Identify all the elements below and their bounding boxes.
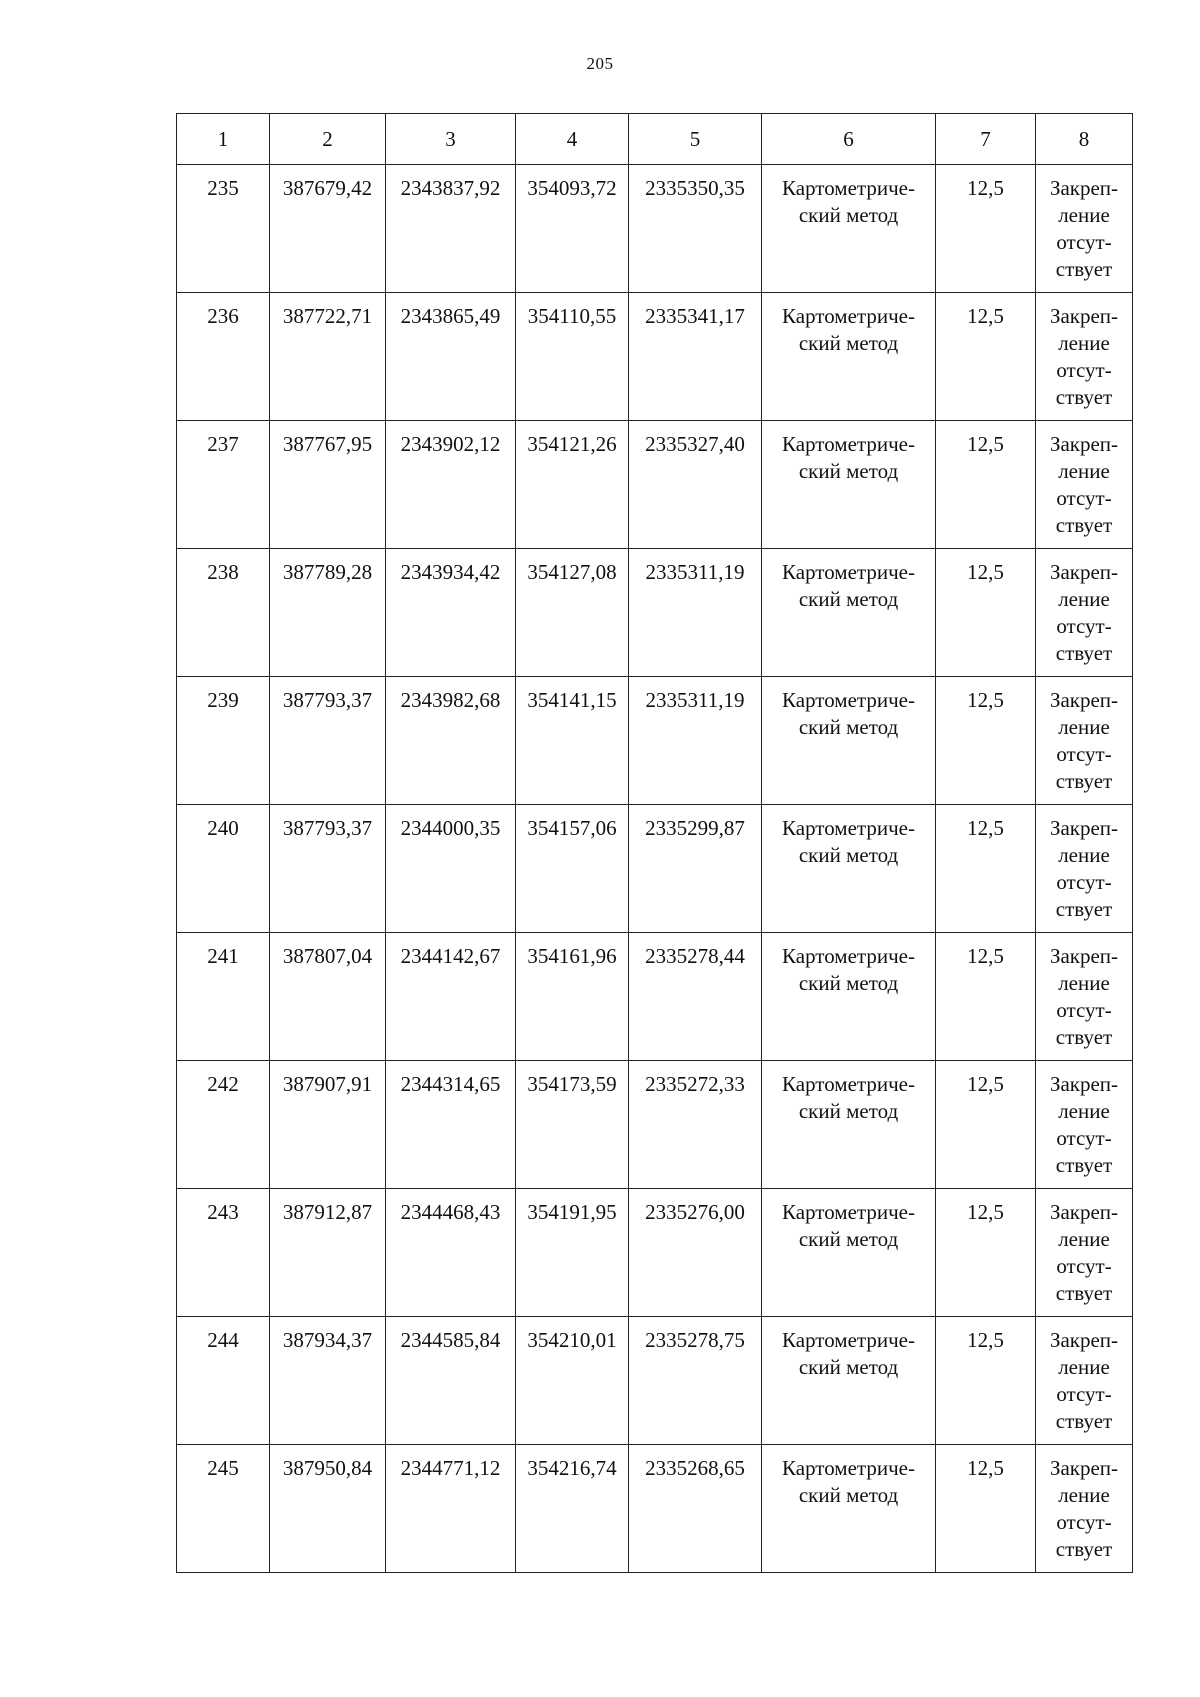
table-cell-col-8 bbox=[1036, 421, 1133, 549]
table-cell-col-5: 2335276,00 bbox=[629, 1189, 762, 1317]
table-cell-col-6 bbox=[762, 549, 936, 677]
table-cell-col-7: 12,5 bbox=[936, 549, 1036, 677]
table-cell-col-1: 235 bbox=[177, 165, 270, 293]
table-row bbox=[177, 1189, 1133, 1317]
table-cell-col-3: 2343934,42 bbox=[386, 549, 516, 677]
table-cell-col-4: 354110,55 bbox=[516, 293, 629, 421]
cell-text-line: ский метод bbox=[798, 587, 899, 611]
table-cell-col-6 bbox=[762, 293, 936, 421]
table-cell-col-3: 2344142,67 bbox=[386, 933, 516, 1061]
table-cell-col-1: 236 bbox=[177, 293, 270, 421]
cell-text-line: Закреп- bbox=[1049, 1072, 1119, 1096]
table-cell-col-8 bbox=[1036, 677, 1133, 805]
table-row bbox=[177, 1445, 1133, 1573]
header-cell-1: 1 bbox=[177, 114, 270, 165]
table-header bbox=[177, 114, 1133, 165]
table-row bbox=[177, 1317, 1133, 1445]
cell-text-line: Картометриче- bbox=[782, 1328, 915, 1352]
table-cell-col-3: 2344468,43 bbox=[386, 1189, 516, 1317]
table-cell-col-3: 2343837,92 bbox=[386, 165, 516, 293]
cell-text-line: ский метод bbox=[798, 203, 899, 227]
cell-text-line: ствует bbox=[1055, 1281, 1113, 1305]
table-cell-col-2: 387789,28 bbox=[270, 549, 386, 677]
table-cell-col-2: 387807,04 bbox=[270, 933, 386, 1061]
table-cell-col-1: 238 bbox=[177, 549, 270, 677]
cell-text-line: Закреп- bbox=[1049, 176, 1119, 200]
table-row bbox=[177, 549, 1133, 677]
table-cell-col-2: 387679,42 bbox=[270, 165, 386, 293]
cell-text-line: ление bbox=[1058, 1099, 1110, 1123]
cell-text-line: Закреп- bbox=[1049, 560, 1119, 584]
coordinates-table bbox=[176, 113, 1133, 1573]
cell-text-line: ствует bbox=[1055, 385, 1113, 409]
table-cell-col-7: 12,5 bbox=[936, 165, 1036, 293]
cell-text-line: Закреп- bbox=[1049, 1328, 1119, 1352]
table-cell-col-5: 2335311,19 bbox=[629, 677, 762, 805]
header-cell-5: 5 bbox=[629, 114, 762, 165]
table-cell-col-8 bbox=[1036, 549, 1133, 677]
table-cell-col-2: 387793,37 bbox=[270, 805, 386, 933]
table-cell-col-4: 354121,26 bbox=[516, 421, 629, 549]
table-cell-col-8 bbox=[1036, 165, 1133, 293]
cell-text-line: ление bbox=[1058, 203, 1110, 227]
table-cell-col-5: 2335268,65 bbox=[629, 1445, 762, 1573]
cell-text-line: ление bbox=[1058, 971, 1110, 995]
cell-text-line: Закреп- bbox=[1049, 1200, 1119, 1224]
cell-text-line: отсут- bbox=[1056, 742, 1112, 766]
header-cell-3: 3 bbox=[386, 114, 516, 165]
table-cell-col-4: 354127,08 bbox=[516, 549, 629, 677]
table-cell-col-8 bbox=[1036, 1189, 1133, 1317]
cell-text-line: Закреп- bbox=[1049, 944, 1119, 968]
header-cell-2: 2 bbox=[270, 114, 386, 165]
cell-text-line: ствует bbox=[1055, 1025, 1113, 1049]
cell-text-line: Картометриче- bbox=[782, 1200, 915, 1224]
table-row bbox=[177, 933, 1133, 1061]
cell-text-line: отсут- bbox=[1056, 358, 1112, 382]
cell-text-line: отсут- bbox=[1056, 614, 1112, 638]
table-row bbox=[177, 165, 1133, 293]
table-cell-col-7: 12,5 bbox=[936, 677, 1036, 805]
cell-text-line: Закреп- bbox=[1049, 688, 1119, 712]
cell-text-line: Закреп- bbox=[1049, 816, 1119, 840]
cell-text-line: ствует bbox=[1055, 897, 1113, 921]
cell-text-line: ление bbox=[1058, 843, 1110, 867]
table-cell-col-3: 2344771,12 bbox=[386, 1445, 516, 1573]
cell-text-line: ление bbox=[1058, 587, 1110, 611]
table-body bbox=[177, 165, 1133, 1573]
cell-text-line: отсут- bbox=[1056, 486, 1112, 510]
table-cell-col-1: 245 bbox=[177, 1445, 270, 1573]
cell-text-line: ление bbox=[1058, 459, 1110, 483]
cell-text-line: ский метод bbox=[798, 1483, 899, 1507]
cell-text-line: Закреп- bbox=[1049, 304, 1119, 328]
table-cell-col-6 bbox=[762, 933, 936, 1061]
cell-text-line: Картометриче- bbox=[782, 1072, 915, 1096]
table-cell-col-4: 354191,95 bbox=[516, 1189, 629, 1317]
table-cell-col-4: 354173,59 bbox=[516, 1061, 629, 1189]
table-cell-col-5: 2335278,44 bbox=[629, 933, 762, 1061]
table-cell-col-8 bbox=[1036, 805, 1133, 933]
cell-text-line: отсут- bbox=[1056, 1382, 1112, 1406]
table-cell-col-5: 2335341,17 bbox=[629, 293, 762, 421]
table-cell-col-6 bbox=[762, 1445, 936, 1573]
cell-text-line: ствует bbox=[1055, 1409, 1113, 1433]
cell-text-line: ский метод bbox=[798, 843, 899, 867]
table-cell-col-2: 387934,37 bbox=[270, 1317, 386, 1445]
cell-text-line: отсут- bbox=[1056, 998, 1112, 1022]
table-cell-col-7: 12,5 bbox=[936, 805, 1036, 933]
table-cell-col-6 bbox=[762, 1317, 936, 1445]
table-cell-col-2: 387722,71 bbox=[270, 293, 386, 421]
cell-text-line: отсут- bbox=[1056, 1510, 1112, 1534]
table-cell-col-6 bbox=[762, 1061, 936, 1189]
table-cell-col-1: 237 bbox=[177, 421, 270, 549]
table-cell-col-2: 387950,84 bbox=[270, 1445, 386, 1573]
table-cell-col-7: 12,5 bbox=[936, 1061, 1036, 1189]
cell-text-line: Картометриче- bbox=[782, 816, 915, 840]
cell-text-line: Картометриче- bbox=[782, 176, 915, 200]
cell-text-line: ский метод bbox=[798, 971, 899, 995]
cell-text-line: Картометриче- bbox=[782, 304, 915, 328]
cell-text-line: ский метод bbox=[798, 715, 899, 739]
table-cell-col-3: 2344000,35 bbox=[386, 805, 516, 933]
table-cell-col-8 bbox=[1036, 293, 1133, 421]
table-cell-col-5: 2335278,75 bbox=[629, 1317, 762, 1445]
table-cell-col-4: 354093,72 bbox=[516, 165, 629, 293]
table-row bbox=[177, 1061, 1133, 1189]
table-cell-col-1: 242 bbox=[177, 1061, 270, 1189]
table-cell-col-7: 12,5 bbox=[936, 1445, 1036, 1573]
table-cell-col-1: 241 bbox=[177, 933, 270, 1061]
table-cell-col-3: 2344585,84 bbox=[386, 1317, 516, 1445]
table-cell-col-7: 12,5 bbox=[936, 933, 1036, 1061]
cell-text-line: ствует bbox=[1055, 513, 1113, 537]
cell-text-line: Закреп- bbox=[1049, 432, 1119, 456]
table-cell-col-3: 2343982,68 bbox=[386, 677, 516, 805]
cell-text-line: ский метод bbox=[798, 1355, 899, 1379]
table-cell-col-3: 2344314,65 bbox=[386, 1061, 516, 1189]
table-cell-col-8 bbox=[1036, 1445, 1133, 1573]
table-cell-col-4: 354141,15 bbox=[516, 677, 629, 805]
table-row bbox=[177, 805, 1133, 933]
cell-text-line: ский метод bbox=[798, 1099, 899, 1123]
cell-text-line: Картометриче- bbox=[782, 944, 915, 968]
cell-text-line: ление bbox=[1058, 1355, 1110, 1379]
table-cell-col-7: 12,5 bbox=[936, 421, 1036, 549]
table-cell-col-1: 244 bbox=[177, 1317, 270, 1445]
cell-text-line: ление bbox=[1058, 715, 1110, 739]
table-cell-col-1: 239 bbox=[177, 677, 270, 805]
table-cell-col-8 bbox=[1036, 933, 1133, 1061]
table-cell-col-3: 2343902,12 bbox=[386, 421, 516, 549]
table-cell-col-1: 240 bbox=[177, 805, 270, 933]
header-cell-7: 7 bbox=[936, 114, 1036, 165]
table-cell-col-2: 387912,87 bbox=[270, 1189, 386, 1317]
table-cell-col-2: 387793,37 bbox=[270, 677, 386, 805]
cell-text-line: Картометриче- bbox=[782, 1456, 915, 1480]
cell-text-line: отсут- bbox=[1056, 870, 1112, 894]
cell-text-line: отсут- bbox=[1056, 1254, 1112, 1278]
table-cell-col-5: 2335350,35 bbox=[629, 165, 762, 293]
table-row bbox=[177, 421, 1133, 549]
table-cell-col-6 bbox=[762, 677, 936, 805]
page-number: 205 bbox=[586, 54, 614, 73]
table-cell-col-5: 2335311,19 bbox=[629, 549, 762, 677]
header-cell-4: 4 bbox=[516, 114, 629, 165]
table-cell-col-8 bbox=[1036, 1317, 1133, 1445]
cell-text-line: отсут- bbox=[1056, 1126, 1112, 1150]
table-cell-col-2: 387767,95 bbox=[270, 421, 386, 549]
header-row bbox=[177, 114, 1133, 165]
table-cell-col-6 bbox=[762, 165, 936, 293]
table-cell-col-7: 12,5 bbox=[936, 1189, 1036, 1317]
table-cell-col-8 bbox=[1036, 1061, 1133, 1189]
cell-text-line: ский метод bbox=[798, 331, 899, 355]
table-cell-col-4: 354210,01 bbox=[516, 1317, 629, 1445]
cell-text-line: ствует bbox=[1055, 641, 1113, 665]
table-cell-col-5: 2335327,40 bbox=[629, 421, 762, 549]
cell-text-line: ление bbox=[1058, 331, 1110, 355]
table-cell-col-5: 2335272,33 bbox=[629, 1061, 762, 1189]
cell-text-line: Картометриче- bbox=[782, 560, 915, 584]
table-row bbox=[177, 293, 1133, 421]
table-cell-col-6 bbox=[762, 421, 936, 549]
cell-text-line: ствует bbox=[1055, 257, 1113, 281]
table-cell-col-4: 354216,74 bbox=[516, 1445, 629, 1573]
cell-text-line: отсут- bbox=[1056, 230, 1112, 254]
table-row bbox=[177, 677, 1133, 805]
cell-text-line: ствует bbox=[1055, 1153, 1113, 1177]
cell-text-line: ствует bbox=[1055, 769, 1113, 793]
table-cell-col-4: 354161,96 bbox=[516, 933, 629, 1061]
cell-text-line: ский метод bbox=[798, 459, 899, 483]
cell-text-line: ский метод bbox=[798, 1227, 899, 1251]
table-cell-col-4: 354157,06 bbox=[516, 805, 629, 933]
header-cell-6: 6 bbox=[762, 114, 936, 165]
table-cell-col-5: 2335299,87 bbox=[629, 805, 762, 933]
table-cell-col-6 bbox=[762, 1189, 936, 1317]
table-cell-col-3: 2343865,49 bbox=[386, 293, 516, 421]
cell-text-line: Картометриче- bbox=[782, 432, 915, 456]
cell-text-line: ление bbox=[1058, 1227, 1110, 1251]
cell-text-line: ствует bbox=[1055, 1537, 1113, 1561]
header-cell-8: 8 bbox=[1036, 114, 1133, 165]
cell-text-line: Картометриче- bbox=[782, 688, 915, 712]
cell-text-line: ление bbox=[1058, 1483, 1110, 1507]
table-cell-col-2: 387907,91 bbox=[270, 1061, 386, 1189]
table-cell-col-6 bbox=[762, 805, 936, 933]
table-cell-col-7: 12,5 bbox=[936, 293, 1036, 421]
table-cell-col-1: 243 bbox=[177, 1189, 270, 1317]
cell-text-line: Закреп- bbox=[1049, 1456, 1119, 1480]
table-cell-col-7: 12,5 bbox=[936, 1317, 1036, 1445]
